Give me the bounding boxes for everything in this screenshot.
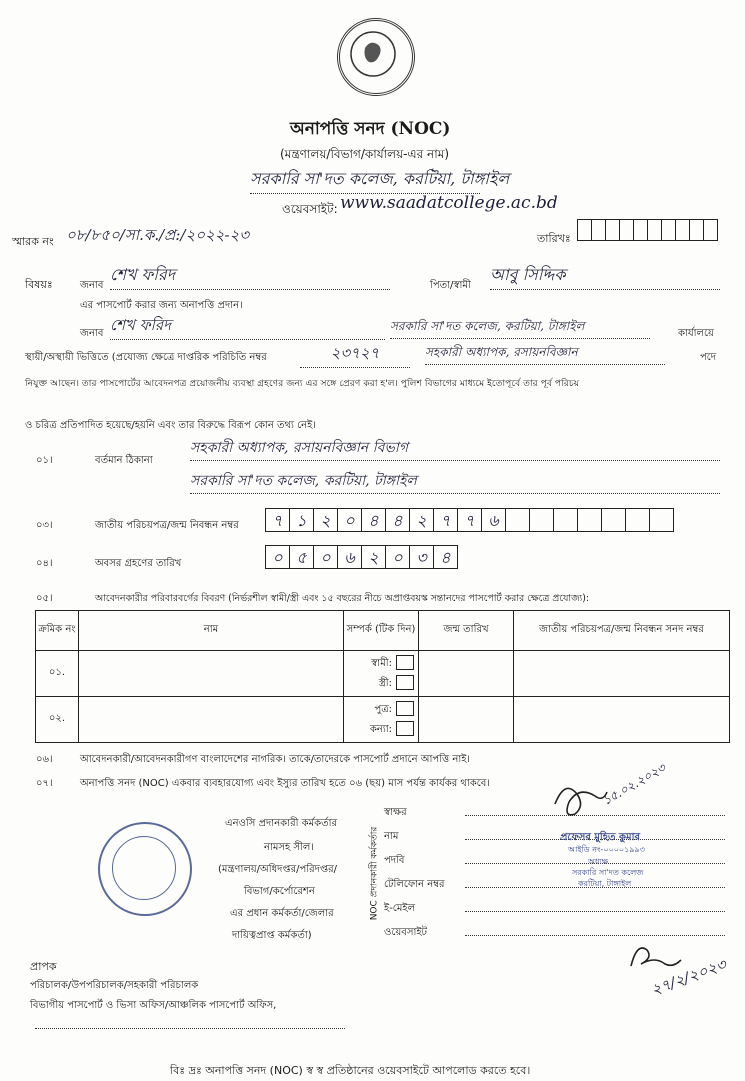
header-name: নাম [79, 611, 344, 651]
signatory-line-6: দায়িত্বপ্রাপ্ত কর্মকর্তা) [232, 930, 312, 941]
stamp-officer-id: আইডি নং-০০০০১৯৯৩ [568, 845, 645, 854]
body-name: শেখ ফরিদ [110, 314, 385, 340]
note-07-text: অনাপত্তি সনদ (NOC) একবার ব্যবহারযোগ্য এবং ইস্যুর তারিখ হতে ০৬ (ছয়) মাস পর্যন্ত কার্যকর থাকবে। [80, 778, 490, 789]
present-address-line2: সরকারি সা'দত কলেজ, করটিয়া, টাঙ্গাইল [190, 469, 720, 494]
nid-digit-box: ৭ [265, 508, 290, 532]
family-table [35, 610, 730, 743]
signatory-line-1: এনওসি প্রদানকারী কর্মকর্তার [225, 818, 338, 829]
subject-janab: জনাব [80, 280, 104, 291]
website-line [465, 935, 725, 936]
retire-digit-box: ৩ [409, 545, 434, 569]
nid-digit-box: ৭ [433, 508, 458, 532]
item-04-label: অবসর গ্রহণের তারিখ [95, 558, 182, 569]
header-relation: সম্পর্ক (টিক দিন) [344, 611, 419, 651]
item-03-label: জাতীয় পরিচয়পত্র/জন্ম নিবন্ধন নম্বর [95, 520, 239, 531]
item-03-number: ০৩। [36, 520, 53, 531]
retire-digit-box: ৫ [289, 545, 314, 569]
nid-digit-box [625, 508, 650, 532]
table-row [36, 651, 730, 697]
nid-digit-box [505, 508, 530, 532]
nid-digit-box: ৬ [481, 508, 506, 532]
website-value: www.saadatcollege.ac.bd [340, 193, 558, 213]
second-signature-date: ২৭/২/২০২৩ [648, 955, 729, 999]
retire-digit-box: ০ [313, 545, 338, 569]
memo-date-boxes [577, 219, 717, 241]
item-05-number: ০৫। [36, 593, 53, 604]
present-address-line1: সহকারী অধ্যাপক, রসায়নবিজ্ঞান বিভাগ [190, 436, 720, 461]
government-emblem-seal [337, 18, 415, 96]
website-label: ওয়েবসাইট: [282, 202, 338, 216]
signature-date: ১৫.০২.২০২৩ [600, 760, 668, 808]
field-website-label: ওয়েবসাইট [384, 927, 427, 938]
memo-number: ০৮/৮৫০/সা.ক./প্র:/২০২২-২৩ [66, 226, 250, 244]
nid-number-boxes [265, 508, 673, 532]
field-signature-label: স্বাক্ষর [384, 807, 407, 818]
nid-digit-box: ২ [313, 508, 338, 532]
designation: সহকারী অধ্যাপক, রসায়নবিজ্ঞান [425, 344, 665, 365]
item-05-label: আবেদনকারীর পরিবারবর্গের বিবরণ (নির্ভরশীল স্বামী/স্ত্রী এবং ১৫ বছরের নীচে অপ্রাপ্তবয়স্ক সন্তানদের পাসপোর্ট করার ক্ষেত্রে প্রযোজ্য): [95, 593, 590, 604]
office-round-stamp [98, 822, 192, 916]
stamp-officer-name: প্রফেসর মুহিত কুমার [560, 832, 640, 843]
retire-digit-box: ৪ [433, 545, 458, 569]
retire-digit-box: ০ [385, 545, 410, 569]
note-06-number: ০৬। [36, 754, 53, 765]
recipient-label: প্রাপক [30, 960, 57, 973]
relation-husband-checkbox[interactable] [396, 655, 414, 670]
nid-digit-box [601, 508, 626, 532]
nid-digit-box: ১ [289, 508, 314, 532]
stamp-officer-role: অধ্যক্ষ [588, 857, 609, 866]
nid-digit-box: ৭ [457, 508, 482, 532]
nid-digit-box: ৪ [361, 508, 386, 532]
header-serial: ক্রমিক নং [36, 611, 79, 651]
row-serial: ০২. [36, 697, 79, 743]
nid-digit-box [529, 508, 554, 532]
note-06-text: আবেদনকারী/আবেদনকারীগণ বাংলাদেশের নাগরিক। তাকে/তাদেরকে পাসপোর্ট প্রদানে আপত্তি নাই। [80, 754, 471, 765]
recipient-line-2: বিভাগীয় পাসপোর্ট ও ভিসা অফিস/আঞ্চলিক পাসপোর্ট অফিস, [30, 1000, 277, 1011]
nid-digit-box: ০ [337, 508, 362, 532]
memo-date-label: তারিখঃ [537, 232, 571, 245]
body-office-suffix: কার্যালয়ে [678, 328, 714, 339]
subject-name: শেখ ফরিদ [110, 262, 390, 290]
row-serial: ০১. [36, 651, 79, 697]
relation-husband-label: স্বামী: [371, 657, 392, 669]
body-line3: নিযুক্ত আছেন। তার পাসপোর্টের আবেদনপত্র প্রয়োজনীয় ব্যবস্থা গ্রহণের জন্য এর সঙ্গে প্রেরণ করা হ'ল। পুলিশ বিভাগের মাধ্যমে ইতোপূর্বে তার পূর্ব পরিচয় [25, 378, 580, 389]
item-04-number: ০৪। [36, 558, 53, 569]
signatory-line-5: এর প্রধান কর্মকর্তা/জেলার [230, 908, 334, 919]
body-office: সরকারি সা'দত কলেজ, করটিয়া, টাঙ্গাইল [390, 318, 650, 339]
header-nid: জাতীয় পরিচয়পত্র/জন্ম নিবন্ধন সনদ নম্বর [514, 611, 730, 651]
recipient-address-line [35, 1028, 345, 1029]
father-label: পিতা/স্বামী [430, 280, 471, 291]
recipient-line-1: পরিচালক/উপপরিচালক/সহকারী পরিচালক [30, 980, 199, 991]
retirement-date-boxes [265, 545, 457, 569]
email-line [465, 911, 725, 912]
nid-digit-box: ৪ [385, 508, 410, 532]
nid-digit-box [553, 508, 578, 532]
note-07-number: ০৭। [36, 778, 53, 789]
retire-digit-box: ০ [265, 545, 290, 569]
signatory-line-2: নামসহ সীল। [264, 842, 314, 853]
official-id-number: ২৩৭২৭ [300, 342, 410, 368]
office-name: সরকারি সা'দত কলেজ, করটিয়া, টাঙ্গাইল [250, 166, 480, 194]
nid-digit-box: ২ [409, 508, 434, 532]
body-line2-suffix: পদে [700, 352, 717, 363]
retire-digit-box: ৬ [337, 545, 362, 569]
document-title: অনাপত্তি সনদ (NOC) [290, 119, 451, 139]
body-line2-prefix: স্থায়ী/অস্থায়ী ভিত্তিতে (প্রযোজ্য ক্ষেত্রে দাপ্তরিক পরিচিতি নম্বর [25, 352, 267, 363]
field-designation-label: পদবি [384, 855, 405, 866]
footer-note: বিঃ দ্রঃ অনাপত্তি সনদ (NOC) স্ব স্ব প্রতিষ্ঠানের ওয়েবসাইটে আপলোড করতে হবে। [170, 1064, 531, 1077]
item-01-label: বর্তমান ঠিকানা [95, 455, 153, 466]
signatory-line-4: বিভাগ/কর্পোরেশন [244, 886, 315, 897]
relation-daughter-checkbox[interactable] [396, 721, 414, 736]
nid-digit-box [577, 508, 602, 532]
body-line4: ও চরিত্র প্রতিপাদিত হয়েছে/হয়নি এবং তার বিরুদ্ধে বিরূপ কোন তথ্য নেই। [25, 420, 316, 431]
memo-label: স্মারক নং [12, 235, 54, 248]
father-name: আবু সিদ্দিক [490, 262, 720, 290]
document-subtitle: (মন্ত্রণালয়/বিভাগ/কার্যালয়-এর নাম) [280, 147, 450, 161]
field-name-label: নাম [384, 831, 399, 842]
signatory-vertical-label: NOC প্রদানকারী কর্মকর্তার [369, 826, 380, 921]
field-email-label: ই-মেইল [384, 903, 416, 914]
relation-son-checkbox[interactable] [396, 701, 414, 716]
relation-son-label: পুত্র: [374, 703, 392, 715]
subject-label: বিষয়ঃ [25, 278, 53, 291]
header-dob: জন্ম তারিখ [419, 611, 514, 651]
relation-wife-checkbox[interactable] [396, 675, 414, 690]
item-01-number: ০১। [36, 455, 53, 466]
subject-line2: এর পাসপোর্ট করার জন্য অনাপত্তি প্রদান। [80, 300, 243, 311]
stamp-college: সরকারি সা'দত কলেজ [572, 868, 644, 877]
retire-digit-box: ২ [361, 545, 386, 569]
relation-wife-label: স্ত্রী: [378, 677, 392, 689]
body-janab: জনাব [80, 328, 104, 339]
signatory-line-3: (মন্ত্রণালয়/অধিদপ্তর/পরিদপ্তর/ [218, 864, 338, 875]
table-row [36, 697, 730, 743]
nid-digit-box [649, 508, 674, 532]
stamp-place: করটিয়া, টাঙ্গাইল [578, 879, 632, 888]
field-phone-label: টেলিফোন নম্বর [384, 879, 445, 890]
relation-daughter-label: কন্যা: [369, 723, 392, 735]
